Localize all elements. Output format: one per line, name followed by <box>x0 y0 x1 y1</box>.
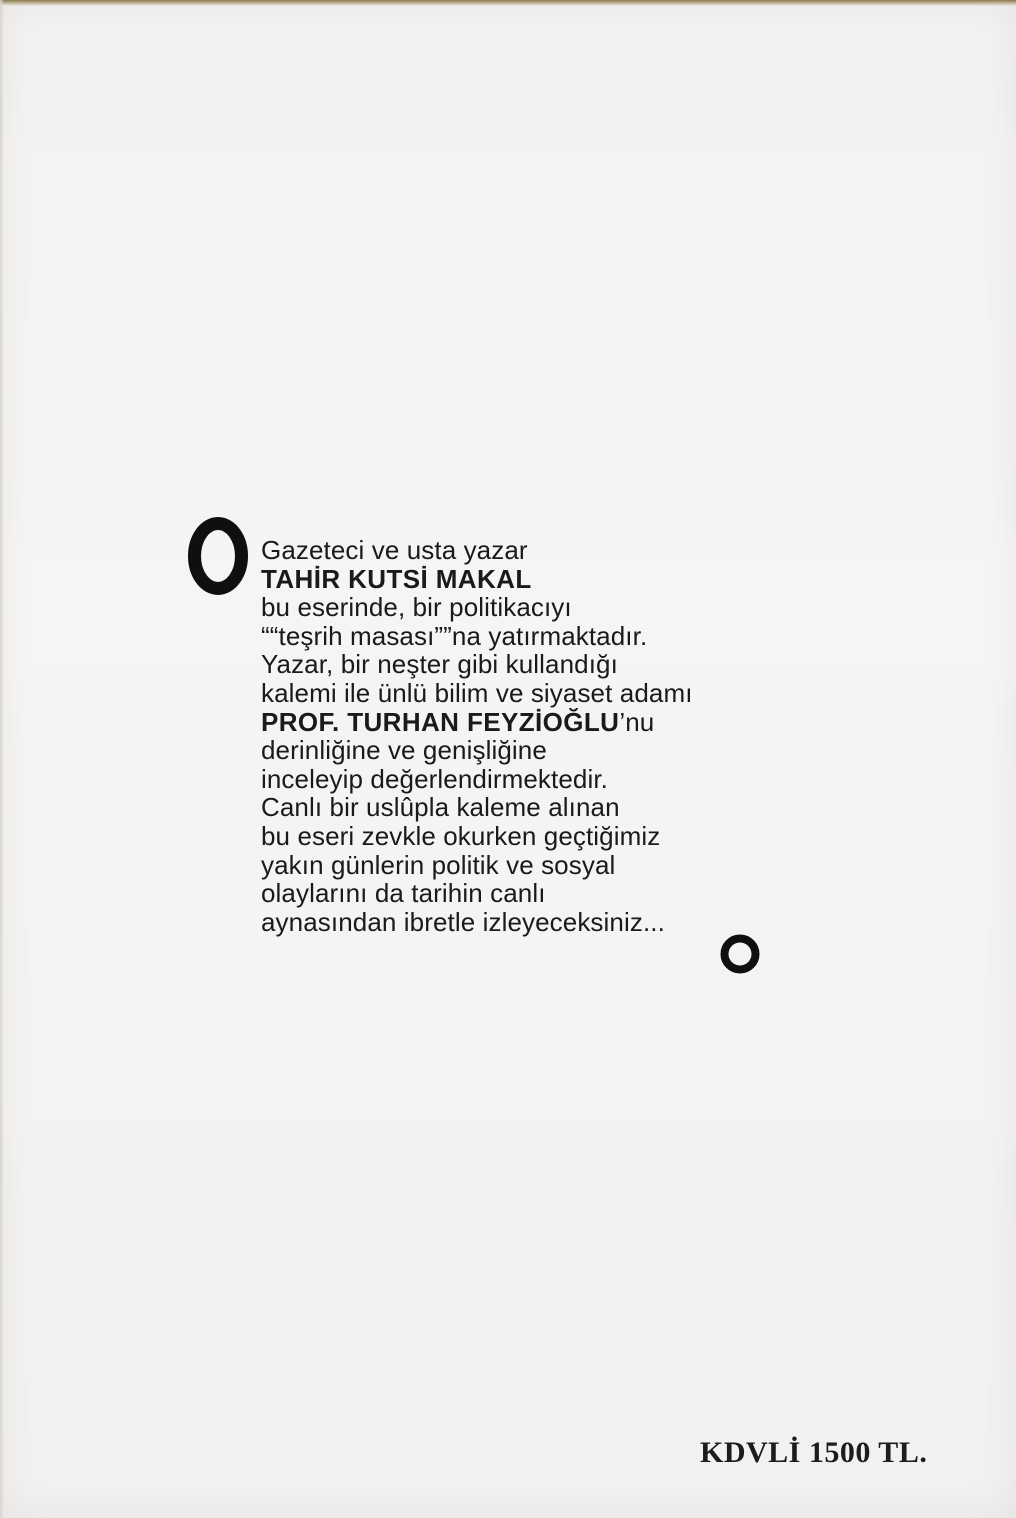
blurb-line: aynasından ibretle izleyeceksiniz... <box>261 906 665 937</box>
cover-left-edge <box>0 0 4 1518</box>
blurb-line: inceleyip değerlendirmektedir. <box>261 763 608 794</box>
open-circle-icon <box>188 515 248 597</box>
blurb-line: Gazeteci ve usta yazar <box>261 535 528 565</box>
blurb-line: yakın günlerin politik ve sosyal <box>261 849 616 880</box>
blurb-line: bu eseri zevkle okurken geçtiğimiz <box>261 820 661 851</box>
blurb-line: ““teşrih masası””na yatırmaktadır. <box>261 620 648 651</box>
price-label: KDVLİ 1500 TL. <box>700 1436 928 1469</box>
blurb-line: olaylarını da tarihin canlı <box>261 878 546 909</box>
close-circle-icon <box>718 932 762 976</box>
subject-suffix: ’nu <box>619 706 655 737</box>
subject-name: PROF. TURHAN FEYZİOĞLU <box>261 706 620 737</box>
cover-top-edge <box>0 0 1016 6</box>
blurb-line: Yazar, bir neşter gibi kullandığı <box>261 649 618 680</box>
blurb-line: kalemi ile ünlü bilim ve siyaset adamı <box>261 677 693 708</box>
subject-line <box>261 708 781 737</box>
blurb-line: Canlı bir uslûpla kaleme alınan <box>261 792 620 823</box>
blurb-line: bu eserinde, bir politikacıyı <box>261 592 572 623</box>
blurb-text <box>261 536 781 936</box>
author-name: TAHİR KUTSİ MAKAL <box>261 563 532 594</box>
blurb-line: derinliğine ve genişliğine <box>261 735 547 766</box>
